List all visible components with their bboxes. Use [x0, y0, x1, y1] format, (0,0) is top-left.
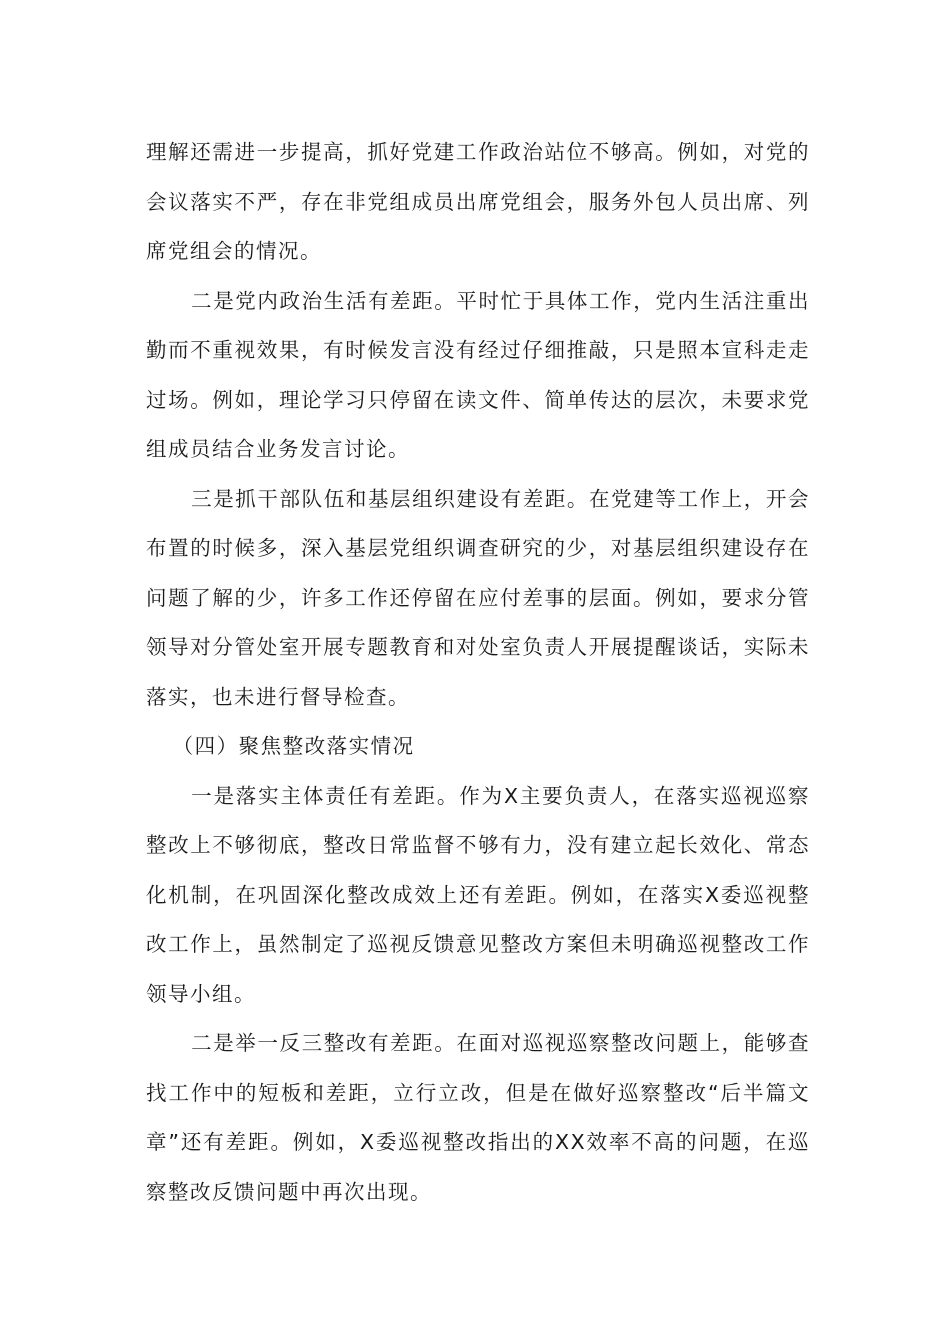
document-body	[146, 128, 810, 1217]
paragraph-cadre-building: 三是抓干部队伍和基层组织建设有差距。在党建等工作上，开会布置的时候多，深入基层党组织调查研究的少，对基层组织建设存在问题了解的少，许多工作还停留在应付差事的层面。例如，要求分管领导对分管处室开展专题教育和对处室负责人开展提醒谈话，实际未落实，也未进行督导检查。	[146, 486, 810, 709]
section-heading-rectification: （四）聚焦整改落实情况	[172, 734, 415, 758]
paragraph-continuation: 理解还需进一步提高，抓好党建工作政治站位不够高。例如，对党的会议落实不严，存在非党组成员出席党组会，服务外包人员出席、列席党组会的情况。	[146, 140, 810, 263]
paragraph-party-life: 二是党内政治生活有差距。平时忙于具体工作，党内生活注重出勤而不重视效果，有时候发言没有经过仔细推敲，只是照本宣科走走过场。例如，理论学习只停留在读文件、简单传达的层次，未要求党组成员结合业务发言讨论。	[146, 288, 810, 461]
paragraph-main-responsibility: 一是落实主体责任有差距。作为X主要负责人，在落实巡视巡察整改上不够彻底，整改日常监督不够有力，没有建立起长效化、常态化机制，在巩固深化整改成效上还有差距。例如，在落实X委巡视整改工作上，虽然制定了巡视反馈意见整改方案但未明确巡视整改工作领导小组。	[146, 783, 810, 1006]
paragraph-rectification-gap: 二是举一反三整改有差距。在面对巡视巡察整改问题上，能够查找工作中的短板和差距，立行立改，但是在做好巡察整改“后半篇文章”还有差距。例如，X委巡视整改指出的XX效率不高的问题，在巡察整改反馈问题中再次出现。	[146, 1031, 810, 1204]
